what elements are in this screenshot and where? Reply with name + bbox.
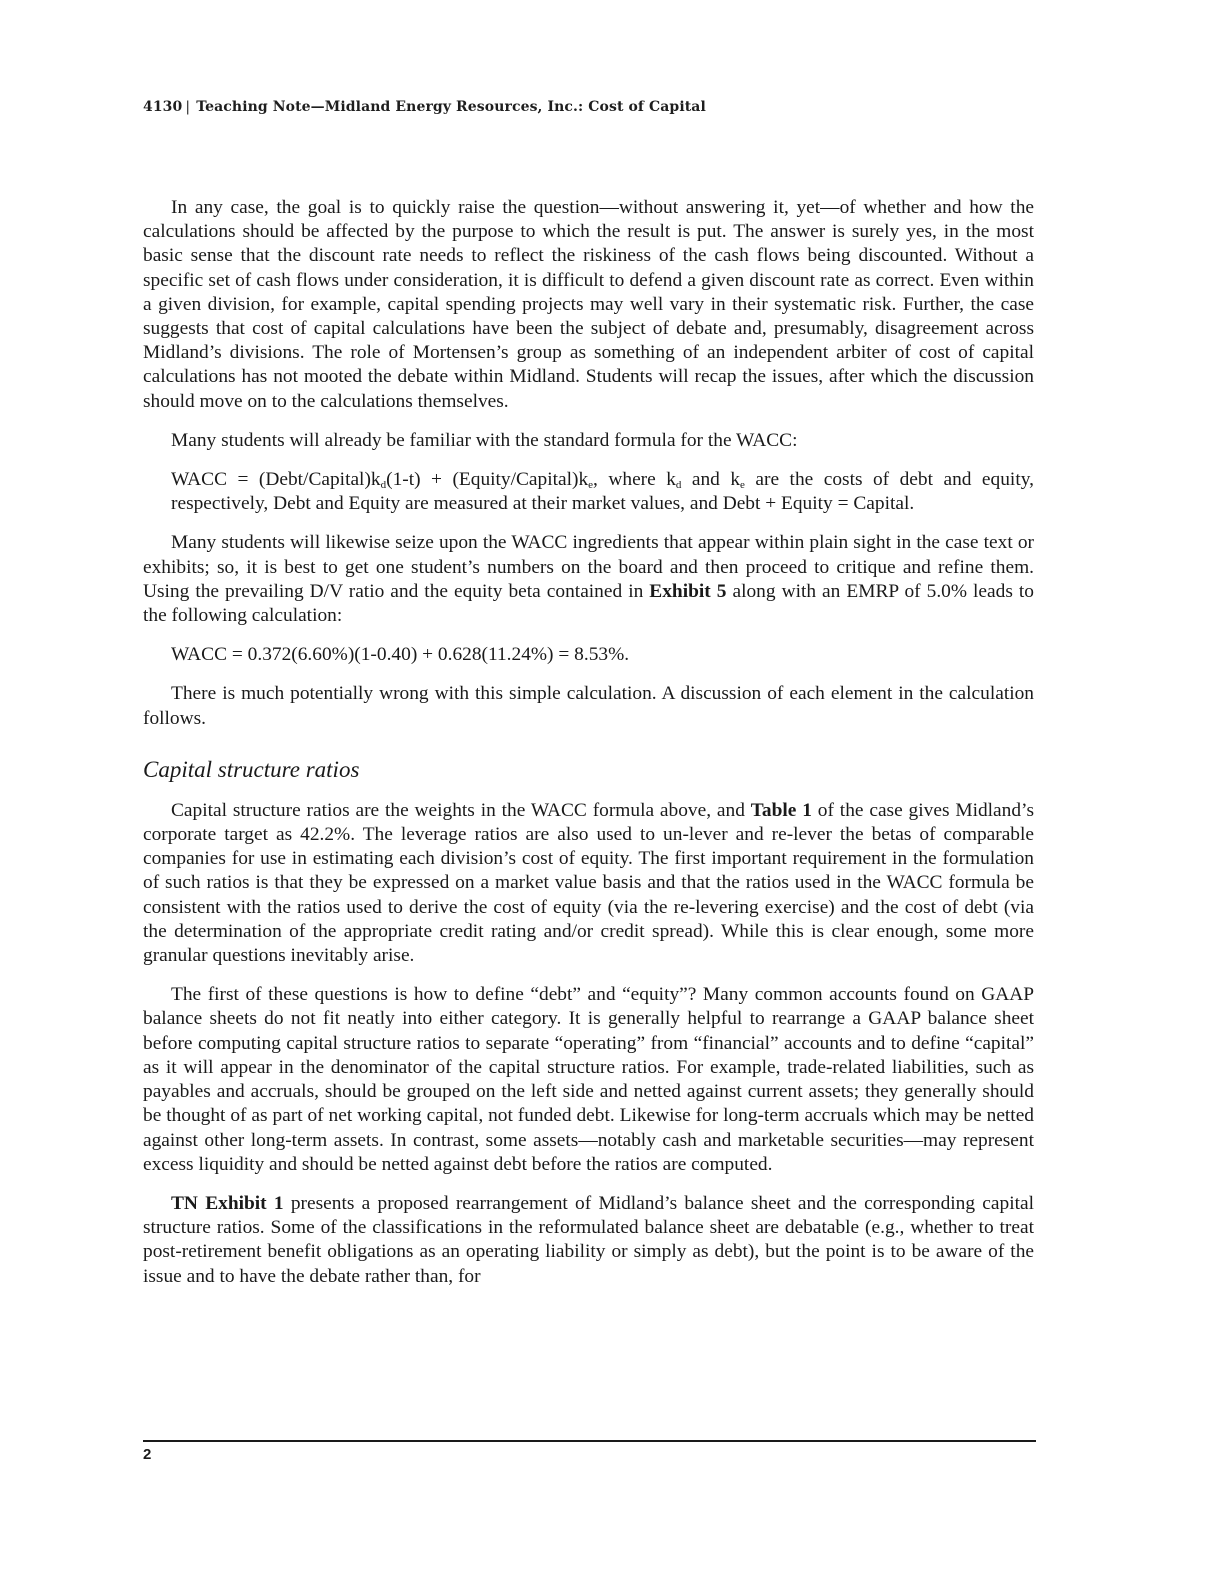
paragraph-capital-structure: [143, 799, 1034, 968]
document-title: Teaching Note—Midland Energy Resources, Inc.: Cost of Capital: [196, 99, 706, 115]
formula-subscript: e: [740, 479, 745, 492]
paragraph-text: along with an EMRP of 5.0% leads to the following calculation:: [143, 580, 1034, 627]
paragraph-text: Many students will likewise seize upon the WACC ingredients that appear within plain sight in the case text or exhibits; so, it is best to get one student’s numbers on the board and then proceed to critique and refine them. Using the prevailing D/V ratio and the equity beta contained in: [143, 532, 1034, 602]
formula-part: (1-t) + (Equity/Capital)k: [386, 469, 589, 491]
paragraph-tn-exhibit: [143, 1192, 1034, 1289]
exhibit-reference: TN Exhibit 1: [171, 1192, 284, 1214]
exhibit-reference: Exhibit 5: [649, 580, 727, 602]
formula-subscript: e: [588, 479, 594, 492]
wacc-calculation: WACC = 0.372(6.60%)(1-0.40) + 0.628(11.24%) = 8.53%.: [171, 644, 630, 666]
wacc-formula: [171, 468, 1034, 516]
paragraph-intro: In any case, the goal is to quickly raise the question—without answering it, yet—of whether and how the calculations should be affected by the purpose to which the result is put. The answer is surely yes, in the most basic sense that the discount rate needs to reflect the riskiness of the cash flows being discounted. Without a specific set of cash flows under consideration, it is difficult to defend a given discount rate as correct. Even within a given division, for example, capital spending projects may well vary in their systematic risk. Further, the case suggests that cost of capital calculations have been the subject of debate and, presumably, disagreement across Midland’s divisions. The role of Mortensen’s group as something of an independent arbiter of cost of capital calculations has not mooted the debate within Midland. Students will recap the issues, after which the discussion should move on to the calculations themselves.: [143, 197, 1034, 412]
footer-divider: [143, 1440, 1036, 1442]
formula-subscript: d: [675, 479, 682, 492]
running-header: [143, 99, 706, 115]
section-heading: Capital structure ratios: [143, 756, 360, 782]
formula-part: are the costs of debt and equity, respectively, Debt and Equity are measured at their market values, and Debt + Equity = Capital.: [171, 469, 1034, 515]
page-body: [143, 196, 1034, 1304]
formula-part: and k: [681, 469, 741, 491]
page-number: 2: [143, 1446, 152, 1463]
paragraph-wacc-ingredients: [143, 531, 1034, 628]
paragraph-text: of the case gives Midland’s corporate target as 42.2%. The leverage ratios are also used to un-lever and re-lever the betas of comparable companies for use in estimating each division’s cost of equity. The first important requirement in the formulation of such ratios is that they be expressed on a market value basis and that the ratios used in the WACC formula be consistent with the ratios used to derive the cost of equity (via the re-levering exercise) and the cost of debt (via the determination of the appropriate credit rating and/or credit spread). While this is clear enough, some more granular questions inevitably arise.: [143, 799, 1034, 967]
paragraph-critique: There is much potentially wrong with this simple calculation. A discussion of each element in the calculation follows.: [143, 683, 1034, 729]
formula-part: WACC = (Debt/Capital)k: [171, 469, 381, 491]
paragraph-text: presents a proposed rearrangement of Midland’s balance sheet and the corresponding capital structure ratios. Some of the classifications in the reformulated balance sheet are debatable (e.g., whether to treat post-retirement benefit obligations as an operating liability or simply as debt), but the point is to be aware of the issue and to have the debate rather than, for: [143, 1192, 1034, 1287]
paragraph-debt-equity-definition: The first of these questions is how to define “debt” and “equity”? Many common accounts found on GAAP balance sheets do not fit neatly into either category. It is generally helpful to rearrange a GAAP balance sheet before computing capital structure ratios to separate “operating” from “financial” accounts and to define “capital” as it will appear in the denominator of the capital structure ratios. For example, trade-related liabilities, such as payables and accruals, should be grouped on the left side and netted against current assets; they generally should be thought of as part of net working capital, not funded debt. Likewise for long-term accruals which may be netted against other long-term assets. In contrast, some assets—notably cash and marketable securities—may represent excess liquidity and should be netted against debt before the ratios are computed.: [143, 984, 1034, 1175]
header-separator: |: [185, 99, 191, 115]
table-reference: Table 1: [750, 799, 812, 821]
formula-part: , where k: [593, 469, 676, 491]
formula-subscript: d: [380, 479, 387, 492]
paragraph-text: Capital structure ratios are the weights in the WACC formula above, and: [171, 799, 751, 821]
document-number: 4130: [143, 99, 183, 115]
paragraph-wacc-familiar: Many students will already be familiar with the standard formula for the WACC:: [171, 429, 798, 451]
